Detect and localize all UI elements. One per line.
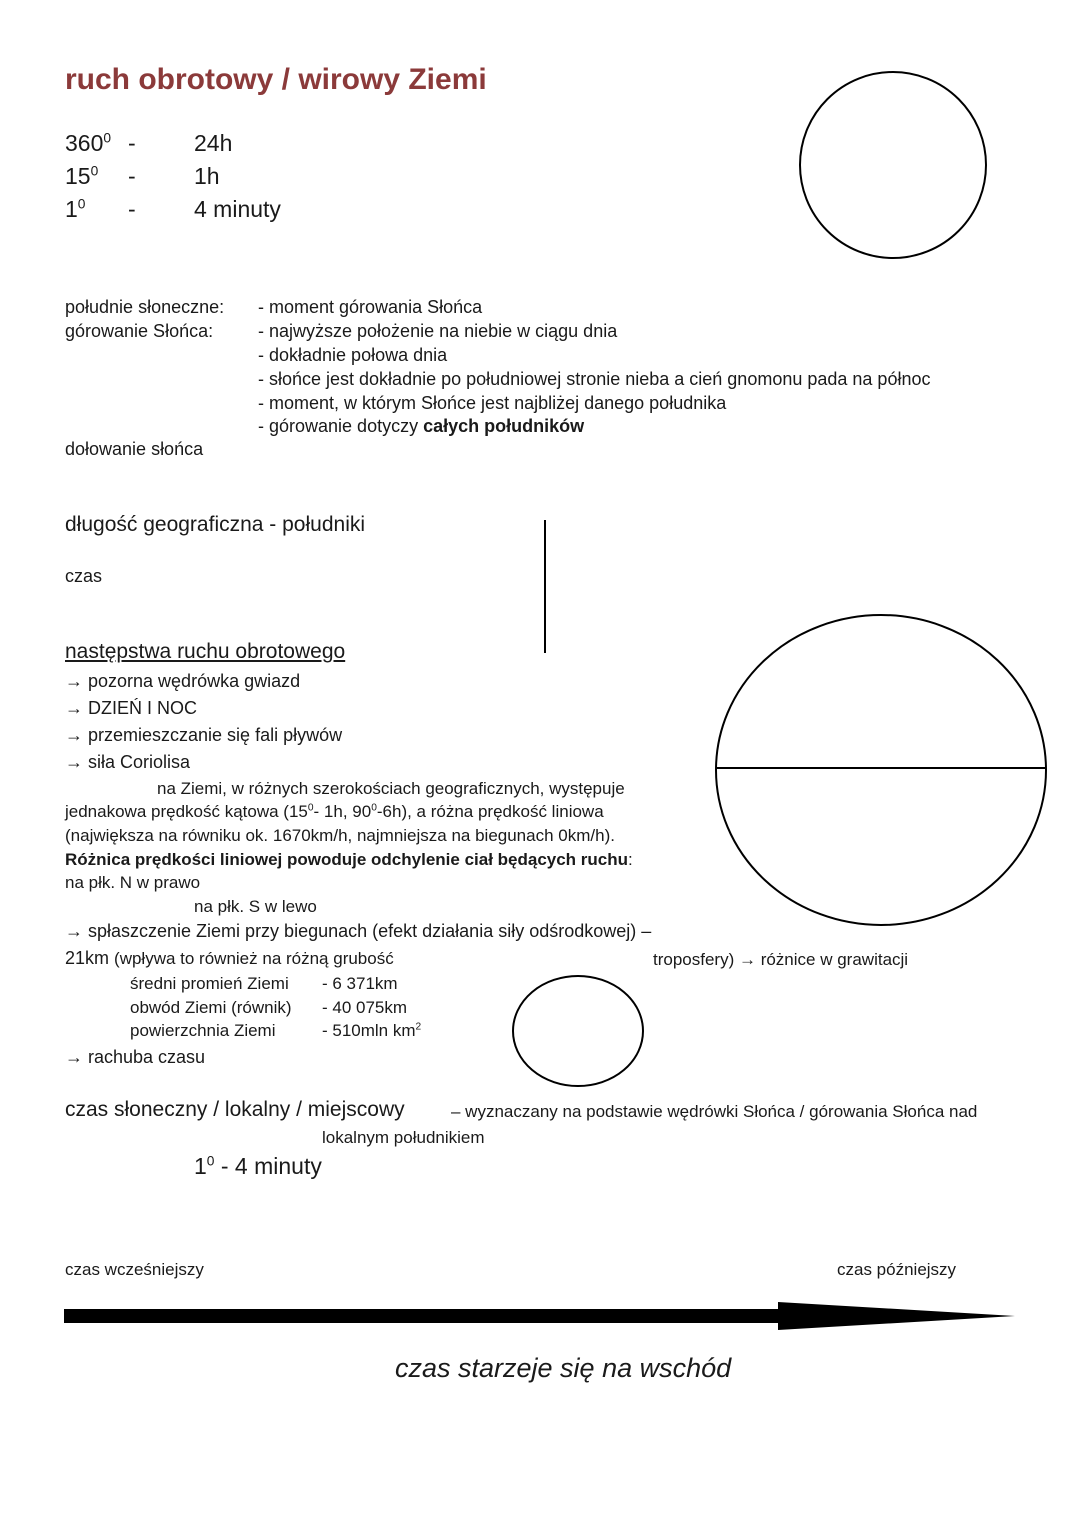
north-deflection: na płk. N w prawo xyxy=(65,873,201,892)
list-item: → pozorna wędrówka gwiazd xyxy=(65,671,301,691)
list-item: → przemieszczanie się fali pływów xyxy=(65,725,343,745)
czas-label: czas xyxy=(65,566,103,586)
coriolis-text: (największa na równiku ok. 1670km/h, najmniejsza na biegunach 0km/h). xyxy=(65,826,615,845)
timeline-caption: czas starzeje się na wschód xyxy=(395,1353,732,1383)
flattening-tail: troposfery) → różnice w grawitacji xyxy=(653,950,909,969)
flattening-cont: 21km (wpływa to również na różną grubość xyxy=(65,948,394,968)
time-arrow xyxy=(64,1302,1015,1330)
coriolis-text: jednakowa prędkość kątowa ($15^0-$ 1h, $90^0-6h$), a różna prędkość liniowa xyxy=(65,802,604,821)
table-dash: - xyxy=(128,130,136,156)
consequences-heading: następstwa ruchu obrotowego xyxy=(65,640,346,663)
later-label: czas późniejszy xyxy=(837,1260,957,1279)
table-row: $1^0$ xyxy=(65,196,86,222)
noon-item: - dokładnie połowa dnia xyxy=(258,345,448,365)
noon-item: - górowanie dotyczy całych południków xyxy=(258,416,585,436)
stat-label: obwód Ziemi (równik) xyxy=(130,998,292,1017)
stat-value: - 40 075km xyxy=(322,998,408,1017)
table-row: $15^0$ xyxy=(65,163,99,189)
noon-item: - słońce jest dokładnie po południowej stronie nieba a cień gnomonu pada na północ xyxy=(258,369,931,389)
list-item: → rachuba czasu xyxy=(65,1047,206,1067)
earth-circle-equator xyxy=(716,615,1046,925)
table-row: $360^0$ xyxy=(65,130,112,156)
earth-circle-top xyxy=(800,72,986,258)
page-title: ruch obrotowy / wirowy Ziemi xyxy=(65,63,487,96)
table-dash: - xyxy=(128,196,136,222)
noon-item: - moment górowania Słońca xyxy=(258,297,483,317)
earth-circle-small xyxy=(513,976,643,1086)
solar-time-desc: lokalnym południkiem xyxy=(322,1128,485,1147)
noon-label: południe słoneczne: xyxy=(65,297,225,317)
culmination-label: górowanie Słońca: xyxy=(65,321,214,341)
solar-time-rule: $1^0 - 4$ minuty xyxy=(194,1153,322,1179)
dolowanie-label: dołowanie słońca xyxy=(65,439,204,459)
coriolis-bold: Różnica prędkości liniowej powoduje odchylenie ciał będących ruchu: xyxy=(65,850,633,869)
table-time: 24h xyxy=(194,130,233,156)
solar-time-desc: – wyznaczany na podstawie wędrówki Słońca / górowania Słońca nad xyxy=(451,1102,978,1121)
table-time: 1h xyxy=(194,163,220,189)
stat-label: powierzchnia Ziemi xyxy=(130,1021,276,1040)
list-item: → siła Coriolisa xyxy=(65,752,191,772)
table-dash: - xyxy=(128,163,136,189)
list-item: → DZIEŃ I NOC xyxy=(65,698,198,718)
stat-value: - 6 371km xyxy=(322,974,398,993)
longitude-heading: długość geograficzna - południki xyxy=(65,513,366,536)
noon-item: - moment, w którym Słońce jest najbliżej danego południka xyxy=(258,393,727,413)
solar-time-heading: czas słoneczny / lokalny / miejscowy xyxy=(65,1098,405,1121)
coriolis-text: na Ziemi, w różnych szerokościach geograficznych, występuje xyxy=(157,779,625,798)
stat-value: - 510mln $km^2$ xyxy=(322,1021,422,1040)
south-deflection: na płk. S w lewo xyxy=(194,897,317,916)
table-time: 4 minuty xyxy=(194,196,281,222)
flattening-item: → spłaszczenie Ziemi przy biegunach (efekt działania siły odśrodkowej) – xyxy=(65,921,652,941)
noon-item: - najwyższe położenie na niebie w ciągu dnia xyxy=(258,321,618,341)
earlier-label: czas wcześniejszy xyxy=(65,1260,204,1279)
stat-label: średni promień Ziemi xyxy=(130,974,289,993)
